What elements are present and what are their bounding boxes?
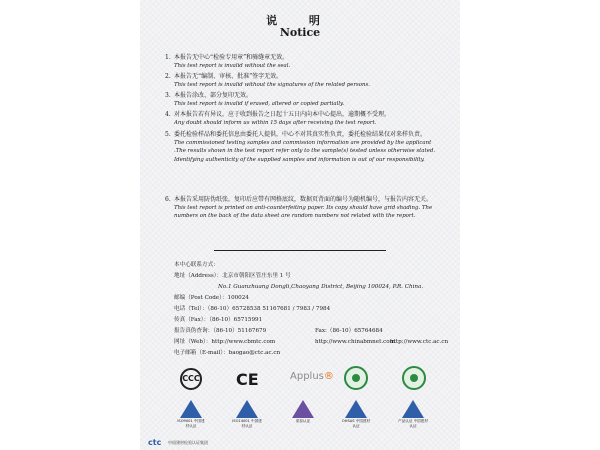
title-chinese: 说 明 [266, 14, 334, 27]
item-number: 4. [165, 111, 171, 118]
logo-caption: ISO9001 中国建材认证 [177, 419, 205, 428]
notice-item-4 [165, 111, 436, 127]
item-text-en: Any doubt should inform us within 15 days after receiving the test report. [174, 120, 377, 127]
ctc-triangle-icon [236, 400, 258, 418]
logo-caption: 质检认证 [295, 419, 311, 423]
ce-logo: CE [236, 370, 259, 389]
item-text-en: This test report is printed on anti-counterfeiting paper. Its copy should have grid shading. The numbers on the back of the data sheet are random numbers not related with the report. [174, 205, 433, 220]
item-text-cn: 本报告无中心“检验专用章”和骑缝章无效。 [174, 54, 289, 61]
item-text-en: The commissioned testing samples and commission information are provided by the applicant .The results shown in the test report refer only to the sample(s) tested unless otherwise stated. Identifying authenticity of the supplied samples and information is out of our responsibility. [174, 140, 436, 163]
ctc-triangle-icon [402, 400, 424, 418]
item-text-cn: 委托检验样品和委托信息由委托人提供，中心不对其真实性负责，委托检验结果仅对来样负责。 [174, 131, 427, 138]
applus-logo [290, 371, 334, 382]
certification-seal-icon [344, 366, 368, 390]
title-english: Notice [279, 26, 321, 39]
logo-caption: OHSAS 中国建材认证 [341, 419, 371, 428]
notice-item-5 [165, 131, 436, 164]
item-text-en: This test report is invalid without the signatures of the related persons. [174, 82, 370, 89]
ctc-brand-logo: ctc [148, 438, 162, 447]
contact-email[interactable]: 电子邮箱（E-mail）：baogao@ctc.ac.cn [174, 350, 281, 356]
contact-tel: 电话（Tel）：（86-10）65728538 51167681 / 7983 / 7984 [174, 306, 331, 312]
item-number: 3. [165, 92, 171, 99]
notice-item-1 [165, 54, 436, 70]
ctc-triangle-icon [180, 400, 202, 418]
item-text-cn: 本报告涂改、部分复印无效。 [174, 92, 253, 99]
item-text-en: This test report is invalid if erased, altered or copied partially. [174, 101, 345, 108]
divider-line [214, 250, 386, 251]
item-number: 1. [165, 54, 171, 61]
item-text-cn: 本报告采用防伪纸张，复印后应带有网格底纹，数据页背面的编号为随机编号，与报告内容无关。 [174, 196, 433, 203]
applus-mark: ® [323, 371, 334, 382]
contact-header: 本中心联系方式： [174, 262, 219, 268]
item-number: 5. [165, 131, 171, 138]
item-text-cn: 对本报告若有异议，应于收到报告之日起十五日内向本中心提出，逾期概不受理。 [174, 111, 391, 118]
certification-seal-icon [402, 366, 426, 390]
contact-web-2[interactable]: http://www.chinabmnet.com [315, 339, 395, 345]
item-text-en: This test report is invalid without the seal. [174, 63, 291, 70]
item-text-cn: 本报告无“编制、审核、批准”签字无效。 [174, 73, 283, 80]
contact-fax: 传真（Fax）：（86-10）65715991 [174, 317, 263, 323]
notice-page [140, 0, 460, 450]
item-number: 6. [165, 196, 171, 203]
logo-caption: 产品认证 中国建材认证 [398, 419, 428, 428]
item-number: 2. [165, 73, 171, 80]
contact-report-fax: Fax:（86-10）65764684 [315, 328, 383, 334]
contact-web[interactable]: 网址（Web）：http://www.cbmtc.com [174, 339, 276, 345]
ctc-triangle-icon [292, 400, 314, 418]
ctc-brand-subtitle: 中国建材检验认证集团 [168, 440, 208, 445]
contact-postcode: 邮编（Post Code）：100024 [174, 295, 249, 301]
contact-web-3[interactable]: http://www.ctc.ac.cn [390, 339, 449, 345]
ctc-triangle-icon [345, 400, 367, 418]
notice-item-6 [165, 196, 436, 221]
logo-caption: ISO14001 中国建材认证 [232, 419, 262, 428]
applus-text: Applus [290, 371, 324, 382]
contact-report-tel: 报告真伪查询：（86-10）51167679 [174, 328, 267, 334]
contact-address-en: No.1 Guanzhuang Dongli,Chaoyang District, Beijing 100024, P.R. China. [218, 284, 424, 290]
notice-item-3 [165, 92, 436, 108]
notice-item-2 [165, 73, 436, 89]
contact-address: 地址（Address）：北京市朝阳区管庄东里 1 号 [174, 273, 291, 279]
ccc-logo: CCC [180, 368, 202, 390]
